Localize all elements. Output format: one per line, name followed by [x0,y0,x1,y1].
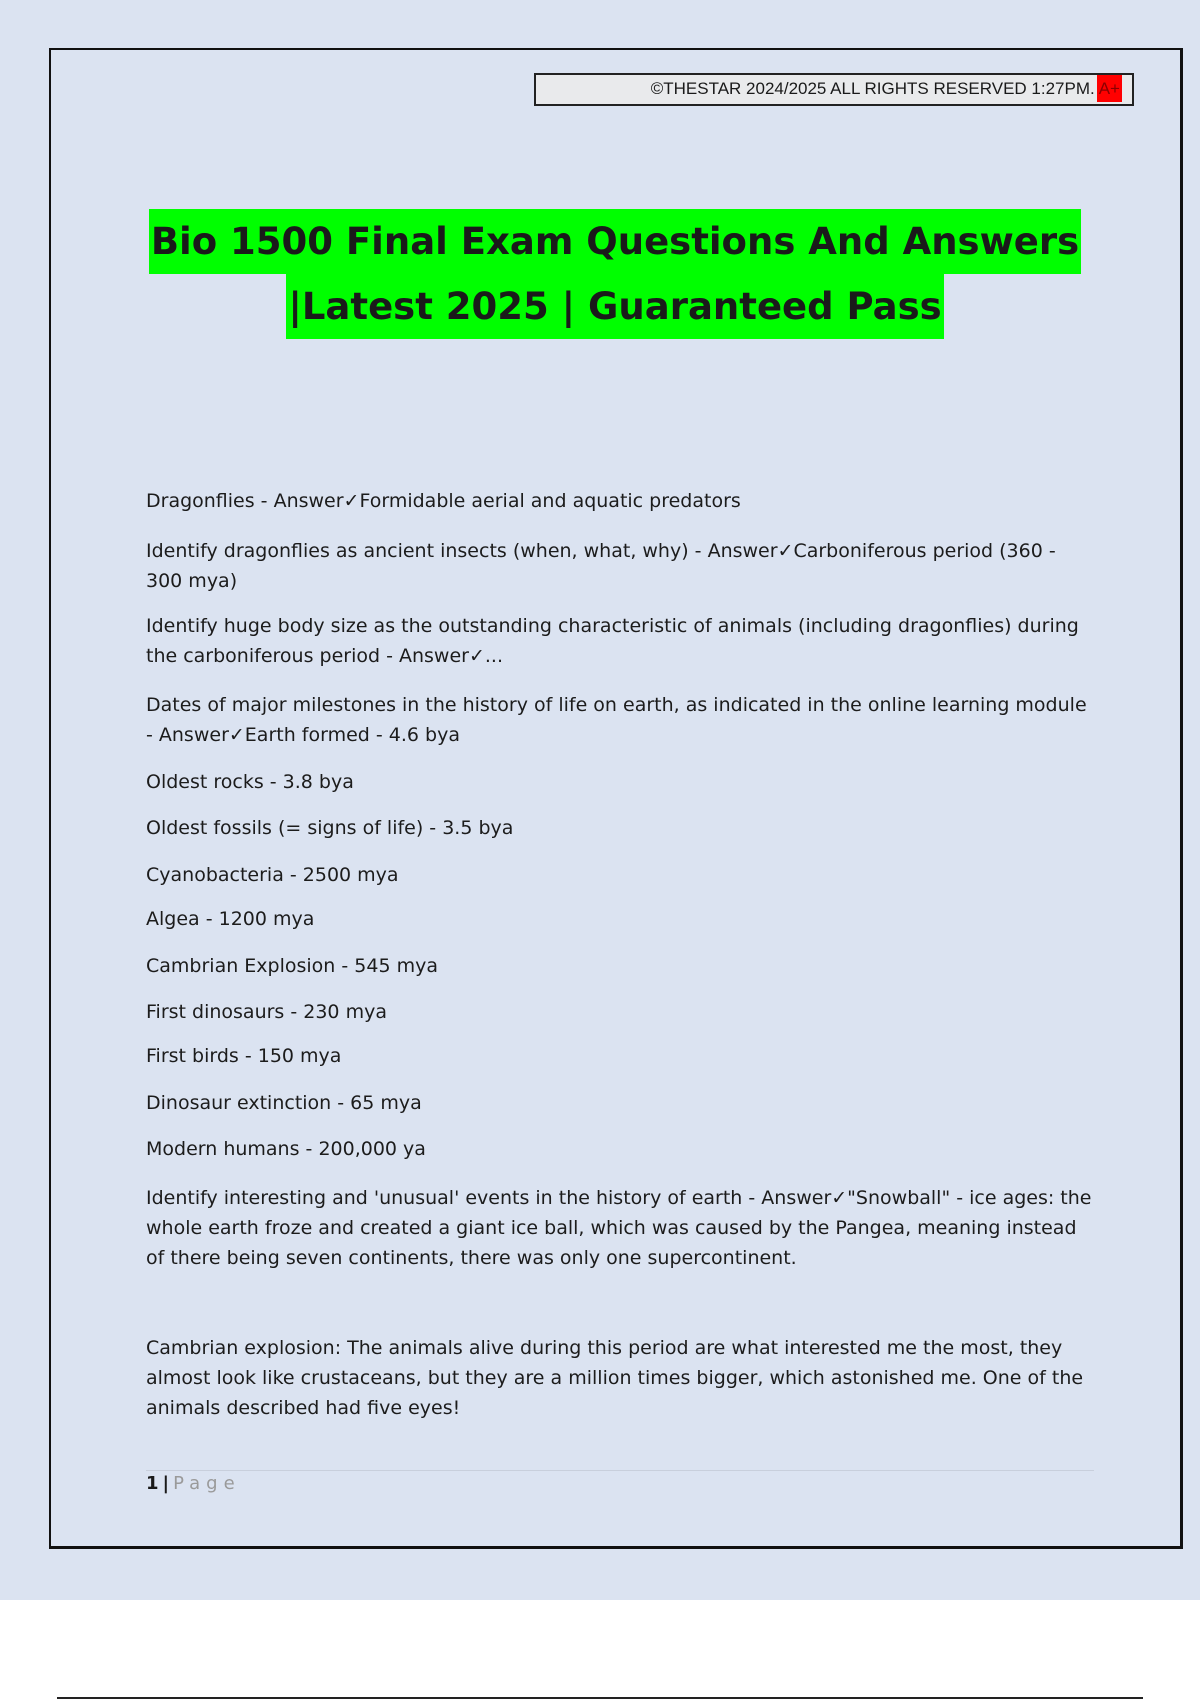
qa-entry: Dates of major milestones in the history of life on earth, as indicated in the online learning module - Answer✓Earth formed - 4.6 bya [146,694,1087,746]
qa-entry: Cambrian explosion: The animals alive during this period are what interested me the most, they almost look like crustaceans, but they are a million times bigger, which astonished me. One of the animals described had five eyes! [146,1337,1084,1419]
grade-badge: A+ [1097,75,1122,102]
title-line-2: |Latest 2025 | Guaranteed Pass [286,274,943,339]
qa-entry: Dragonflies - Answer✓Formidable aerial and aquatic predators [146,490,741,512]
title-line-1: Bio 1500 Final Exam Questions And Answers [149,209,1081,274]
qa-entry: First birds - 150 mya [146,1045,342,1067]
page-number-value: 1 [146,1473,159,1494]
copyright-header [534,73,1134,106]
qa-entry: Oldest rocks - 3.8 bya [146,771,354,793]
page-number-separator: | [162,1473,170,1494]
qa-entry: Oldest fossils (= signs of life) - 3.5 bya [146,817,514,839]
qa-entry: Identify dragonflies as ancient insects (when, what, why) - Answer✓Carboniferous period (360 - 300 mya) [146,540,1056,592]
copyright-text: ©THESTAR 2024/2025 ALL RIGHTS RESERVED 1:27PM. [650,79,1095,98]
page-number [146,1473,241,1494]
qa-entry: Identify huge body size as the outstanding characteristic of animals (including dragonflies) during the carboniferous period - Answer✓... [146,615,1079,667]
qa-entry: Cyanobacteria - 2500 mya [146,864,399,886]
qa-entry: Dinosaur extinction - 65 mya [146,1092,422,1114]
page-number-label: Page [173,1473,241,1494]
footer-divider [146,1470,1094,1471]
qa-entry: Modern humans - 200,000 ya [146,1138,426,1160]
qa-entry: Identify interesting and 'unusual' events in the history of earth - Answer✓"Snowball" - ice ages: the whole earth froze and created a giant ice ball, which was caused by the Pangea, meaning instead of there being seven continents, there was only one supercontinent. [146,1187,1092,1269]
qa-entry: Cambrian Explosion - 545 mya [146,955,438,977]
qa-entry: Algea - 1200 mya [146,908,315,930]
document-title [100,209,1130,339]
qa-entry: First dinosaurs - 230 mya [146,1001,387,1023]
next-page-rule [57,1697,1143,1699]
